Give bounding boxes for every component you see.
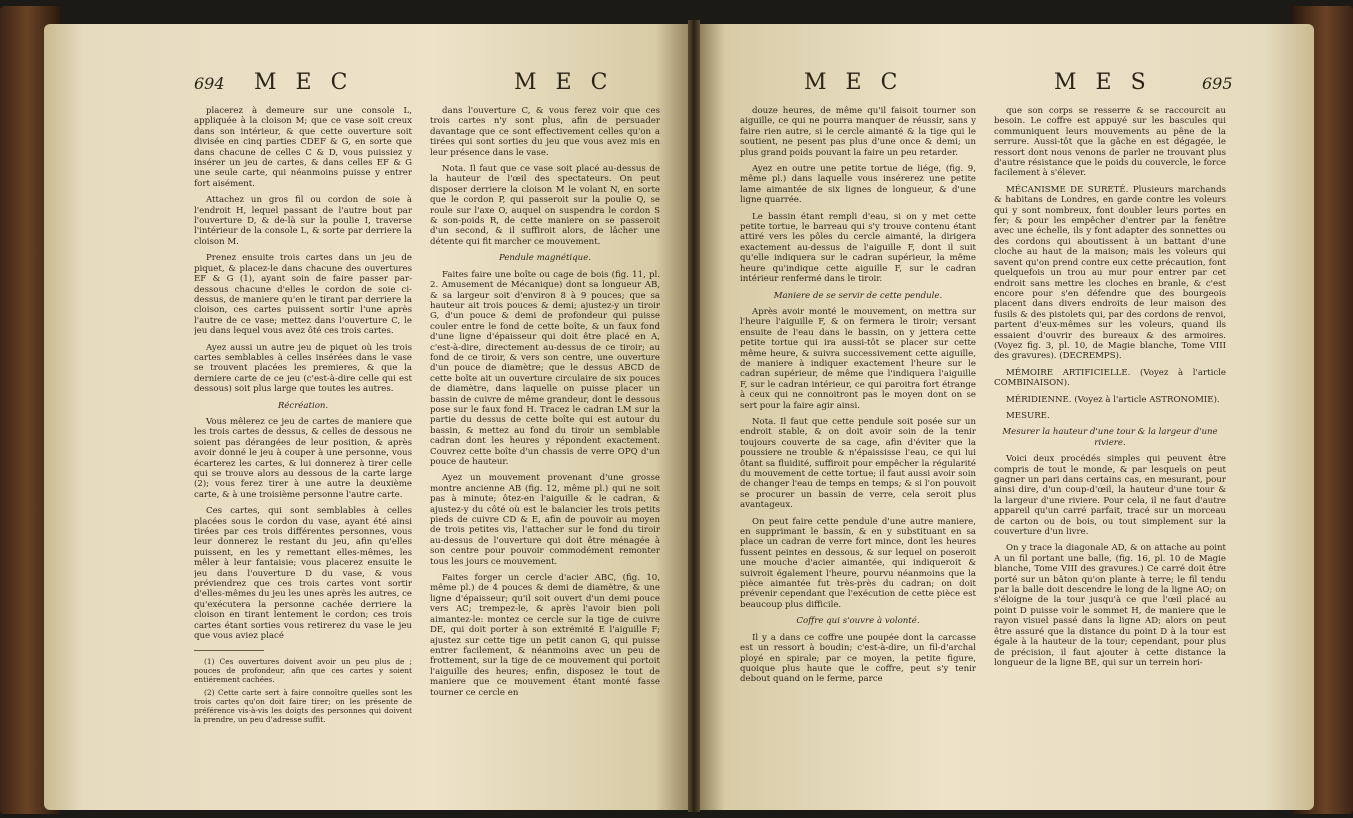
paragraph: On peut faire cette pendule d'une autre maniere, en supprimant le bassin, & en y substituant en sa place un cadran de verre fort mince, dont les heures fussent peintes en dessous, & sur lequel on poseroit une mouche d'acier aimantée, qui indiqueroit & suivroit également l'heure, pourvu néanmoins que la pièce aimantée fut très-près du cadran; on doit prévenir cependant que l'exécution de cette pièce est beaucoup plus difficile. xyxy=(740,516,976,610)
page-number-left: 694 xyxy=(194,74,225,93)
running-head-right-2: M E S xyxy=(1054,70,1152,95)
dictionary-entry: MÉRIDIENNE. (Voyez à l'article ASTRONOMIE). xyxy=(1006,394,1220,405)
running-head-right-1: M E C xyxy=(804,70,904,95)
section-subtitle: Mesurer la hauteur d'une tour & la largeur d'une riviere. xyxy=(1002,427,1218,448)
paragraph: Il y a dans ce coffre une poupée dont la carcasse est un ressort à boudin; c'est-à-dire, un fil-d'archal ployé en spirale; par ce moyen, la petite figure, quoique plus haute que le coffre, peut s'y tenir debout quand on le ferme, parce xyxy=(740,632,976,685)
paragraph: placerez à demeure sur une console L, appliquée à la cloison M; que ce vase soit creux dans son intérieur, & que cette ouverture soit divisée en cinq parties CDEF & G, en sorte que dans chacune de celles C & D, vous puissiez y insérer un jeu de cartes, & dans celles EF & G une seule carte, qui néanmoins puisse y entrer fort aisément. xyxy=(194,106,412,189)
section-subtitle: Récréation. xyxy=(277,400,329,411)
left-page xyxy=(44,24,694,810)
paragraph: que son corps se resserre & se raccourcit au besoin. Le coffre est appuyé sur les bascules qui communiquent leurs mouvements au pêne de la serrure. Aussi-tôt que la gâche en est dégagée, le ressort dont nous venons de parler ne trouvant plus d'autre résistance que le poids du couvercle, le force facilement à s'élever. xyxy=(994,106,1226,179)
paragraph: Nota. Il faut que ce vase soit placé au-dessus de la hauteur de l'œil des spectateurs. On peut disposer derriere la cloison M le volant N, en sorte que le cordon P, qui passeroit sur la poulie Q, se roule sur l'axe O, auquel on suspendra le cordon S & son-poids R, de cette maniere on se passeroit d'un second, & il suffiroit alors, de lâcher une détente qui fit marcher ce mouvement. xyxy=(430,164,660,247)
dictionary-entry: MESURE. xyxy=(1006,410,1050,421)
book-gutter xyxy=(688,20,700,812)
paragraph: Prenez ensuite trois cartes dans un jeu de piquet, & placez-le dans chacune des ouvertures EF & G (1), ayant soin de faire passer par-dessous chacune d'elles le cordon de soie ci-dessus, de maniere qu'en le tirant par derriere la cloison, ces cartes puissent sortir l'une après l'autre de ce vase; mettez dans l'ouverture C, le jeu dans lequel vous avez ôté ces trois cartes. xyxy=(194,253,412,337)
section-subtitle: Pendule magnétique. xyxy=(498,253,592,264)
footnote-rule xyxy=(194,650,264,651)
right-page-column-1 xyxy=(740,106,976,806)
paragraph: dans l'ouverture C, & vous ferez voir que ces trois cartes n'y sont plus, afin de persuader davantage que ce sont effectivement celles qu'on a tirées qui sont sorties du jeu que vous avez mis en leur présence dans le vase. xyxy=(430,106,660,158)
page-number-right: 695 xyxy=(1202,74,1233,93)
paragraph: douze heures, de même qu'il faisoit tourner son aiguille, ce qui ne pourra manquer de réussir, sans y faire rien autre, si le cercle aimanté & la tige qui le soutient, ne pesent pas plus d'une once & demi; un plus grand poids pouvant la faire un peu retarder. xyxy=(740,106,976,158)
left-page-column-1 xyxy=(194,106,412,796)
paragraph: Vous mêlerez ce jeu de cartes de maniere que les trois cartes de dessus, & celles de dessous ne soient pas dérangées de leur position, & après avoir donné le jeu à couper à une personne, vous écarterez les cartes, & lui donnerez à tirer celle qui se trouve alors au dessous de la carte large (2); vous ferez tirer à une autre la deuxième carte, & à une troisième personne l'autre carte. xyxy=(194,416,412,500)
right-page-header xyxy=(694,70,1314,100)
right-page-column-2 xyxy=(994,106,1226,806)
paragraph: Ayez en outre une petite tortue de liége, (fig. 9, même pl.) dans laquelle vous insérerez une petite lame aimantée de six lignes de longueur, & d'une ligne quarrée. xyxy=(740,164,976,206)
paragraph: Après avoir monté le mouvement, on mettra sur l'heure l'aiguille F, & on fermera le tiroir; versant ensuite de l'eau dans le bassin, on y jettera cette petite tortue qui ira aussi-tôt se placer sur cette même heure, & suivra successivement cette aiguille, de maniere à indiquer exactement l'heure sur le cadran supérieur, de même que l'indiquera l'aiguille F, sur le cadran intérieur, ce qui paroitra fort étrange à ceux qui ne connoitront pas le moyen dont on se sert pour la faire agir ainsi. xyxy=(740,306,976,411)
paragraph: Attachez un gros fil ou cordon de soie à l'endroit H, lequel passant de l'autre bout par l'ouverture D, & de-là sur la poulie I, traverse l'intérieur de la console L, & sorte par derriere la cloison M. xyxy=(194,195,412,247)
section-subtitle: Coffre qui s'ouvre à volonté. xyxy=(796,616,920,627)
footnotes xyxy=(194,657,412,724)
paragraph: Nota. Il faut que cette pendule soit posée sur un endroit stable, & on doit avoir soin de la tenir toujours couverte de sa cage, afin d'éviter que la poussiere ne trouble & n'épaississe l'eau, ce qui lui ôtant sa fluidité, suffiroit pour empêcher la régularité du mouvement de cette tortue; il faut aussi avoir soin de changer l'eau de temps en temps; & si l'on pouvoit se procurer un bassin de verre, cela seroit plus avantageux. xyxy=(740,416,976,511)
paragraph: Ces cartes, qui sont semblables à celles placées sous le cordon du vase, ayant été ainsi tirées par ces trois différentes personnes, vous leur donnerez le restant du jeu, afin qu'elles puissent, en les y remettant elles-mêmes, les mêler à leur fantaisie; vous placerez ensuite le jeu dans l'ouverture D du vase, & vous préviendrez que ces trois cartes vont sortir d'elles-mêmes du jeu les unes après les autres, ce qu'exécutera la personne cachée derriere la cloison en tirant lentement le cordon; ces trois cartes étant sorties vous retirerez du vase le jeu que vous aviez placé xyxy=(194,506,412,642)
running-head-left-2: M E C xyxy=(514,70,614,95)
footnote: (1) Ces ouvertures doivent avoir un peu plus de ; pouces de profondeur, afin que ces cartes y soient entiérement cachées. xyxy=(194,656,412,684)
running-head-left-1: M E C xyxy=(254,70,354,95)
paragraph: Ayez un mouvement provenant d'une grosse montre ancienne AB (fig. 12, même pl.) qui ne soit pas à minute; ôtez-en l'aiguille & le cadran, & ajustez-y du côté où est le balancier les trois petits pieds de cuivre CD & E, afin de pouvoir au moyen de trois petites vis, l'attacher sur le fond du tiroir au-dessus de l'ouverture qui doit être ménagée à son centre pour pouvoir commodément remonter tous les jours ce mouvement. xyxy=(430,473,660,567)
paragraph: Le bassin étant rempli d'eau, si on y met cette petite tortue, le barreau qui s'y trouve contenu étant attiré vers les pôles du cercle aimanté, la dirigera exactement au-dessus de l'aiguille F, dont il suit qu'elle indiquera sur le cadran supérieur, la même heure qu'indique cette aiguille F, sur le cadran intérieur renfermé dans le tiroir. xyxy=(740,211,976,285)
dictionary-entry: MÉCANISME DE SURETÉ. Plusieurs marchands & habitans de Londres, en garde contre les voleurs qui y sont nombreux, font doubler leurs portes en fer; & pour les empêcher d'entrer par la fenêtre avec une échelle, ils y font adapter des sonnettes ou des cordons qui aboutissent à un battant d'une cloche au haut de la maison; mais les voleurs qui savent qu'on prend contre eux cette précaution, font quelquefois un trou au mur pour entrer par cet endroit sans mettre les cloches en branle, & c'est encore pour s'en défendre que des bourgeois placent dans divers endroits de leur maison des fusils & des pistolets qui, par des cordons de renvoi, partent d'eux-mêmes sur les voleurs, quand ils essaient d'ouvrir des bureaux & des armoires. (Voyez fig. 3, pl. 10, de Magie blanche, Tome VIII des gravures). (DECREMPS). xyxy=(994,184,1226,362)
paragraph: On y trace la diagonale AD, & on attache au point A un fil portant une balle, (fig. 16, pl. 10 de Magie blanche, Tome VIII des gravures.) Ce carré doit être porté sur un bâton qu'on plante à terre; le fil tendu par la balle doit descendre le long de la ligne AO; on s'éloigne de la tour jusqu'à ce que l'œil placé au point D puisse voir le sommet H, de maniere que le rayon visuel passé dans la ligne AD; alors on peut être assuré que la distance du point D à la tour est égale à la hauteur de la tour; cependant, pour plus de précision, il faut ajouter à cette distance la longueur de la ligne BE, qui sur un terrein hori- xyxy=(994,543,1226,668)
paragraph: Ayez aussi un autre jeu de piquet où les trois cartes semblables à celles insérées dans le vase se trouvent placées les premieres, & que la derniere carte de ce jeu (c'est-à-dire celle qui est dessous) soit plus large que toutes les autres. xyxy=(194,342,412,395)
left-page-column-2 xyxy=(430,106,660,806)
footnote: (2) Cette carte sert à faire connoître quelles sont les trois cartes qu'on doit faire tirer; on les présente de préférence vis-à-vis les doigts des personnes qui doivent la prendre, un peu d'adresse suffit. xyxy=(194,687,412,724)
paragraph: Faites forger un cercle d'acier ABC, (fig. 10, même pl.) de 4 pouces & demi de diamètre, & une ligne d'épaisseur; qu'il soit ouvert d'un demi pouce vers AC; trempez-le, & après l'avoir bien poli aimantez-le: montez ce cercle sur la tige de cuivre DE, qui doit porter à son extrémité E l'aiguille F; ajustez sur cette tige un petit canon G, qui puisse entrer facilement, & néanmoins avec un peu de frottement, sur la tige de ce mouvement qui portoit l'aiguille des heures; enfin, disposez le tout de maniere que ce mouvement étant monté fasse tourner ce cercle en xyxy=(430,573,660,698)
paragraph: Faites faire une boîte ou cage de bois (fig. 11, pl. 2. Amusement de Mécanique) dont sa longueur AB, & sa largeur soit d'environ 8 à 9 pouces; que sa hauteur ait trois pouces & demi; ajustez-y un tiroir G, d'un pouce & demi de profondeur qui puisse couler entre le fond de cette boîte, & un faux fond d'une ligne d'épaisseur qui doit être placé en A, c'est-à-dire, directement au-dessus de ce tiroir; au fond de ce tiroir, & vers son centre, une ouverture d'un pouce de diamètre; que le dessus ABCD de cette boîte ait un ouverture circulaire de six pouces de diamètre, dans laquelle on puisse placer un bassin de cuivre de même grandeur, dont le dessous pose sur le faux fond H. Tracez le cadran LM sur la partie du dessus de cette boîte qui est autour du bassin, & mettez au fond du tiroir un semblable cadran dont les heures y répondent exactement. Couvrez cette boîte d'un chassis de verre OPQ d'un pouce de hauteur. xyxy=(430,269,660,467)
paragraph: Voici deux procédés simples qui peuvent être compris de tout le monde, & par lesquels on peut gagner un pari dans certains cas, en mesurant, pour ainsi dire, d'un coup-d'œil, la hauteur d'une tour & la largeur d'une riviere. Pour cela, il ne faut d'autre appareil qu'un carré parfait, tracé sur un morceau de carton ou de bois, ou tout simplement sur la couverture d'un livre. xyxy=(994,454,1226,538)
left-page-header xyxy=(44,70,694,100)
dictionary-entry: MÉMOIRE ARTIFICIELLE. (Voyez à l'article COMBINAISON). xyxy=(994,367,1226,389)
section-subtitle: Maniere de se servir de cette pendule. xyxy=(773,290,943,301)
right-page xyxy=(694,24,1314,810)
